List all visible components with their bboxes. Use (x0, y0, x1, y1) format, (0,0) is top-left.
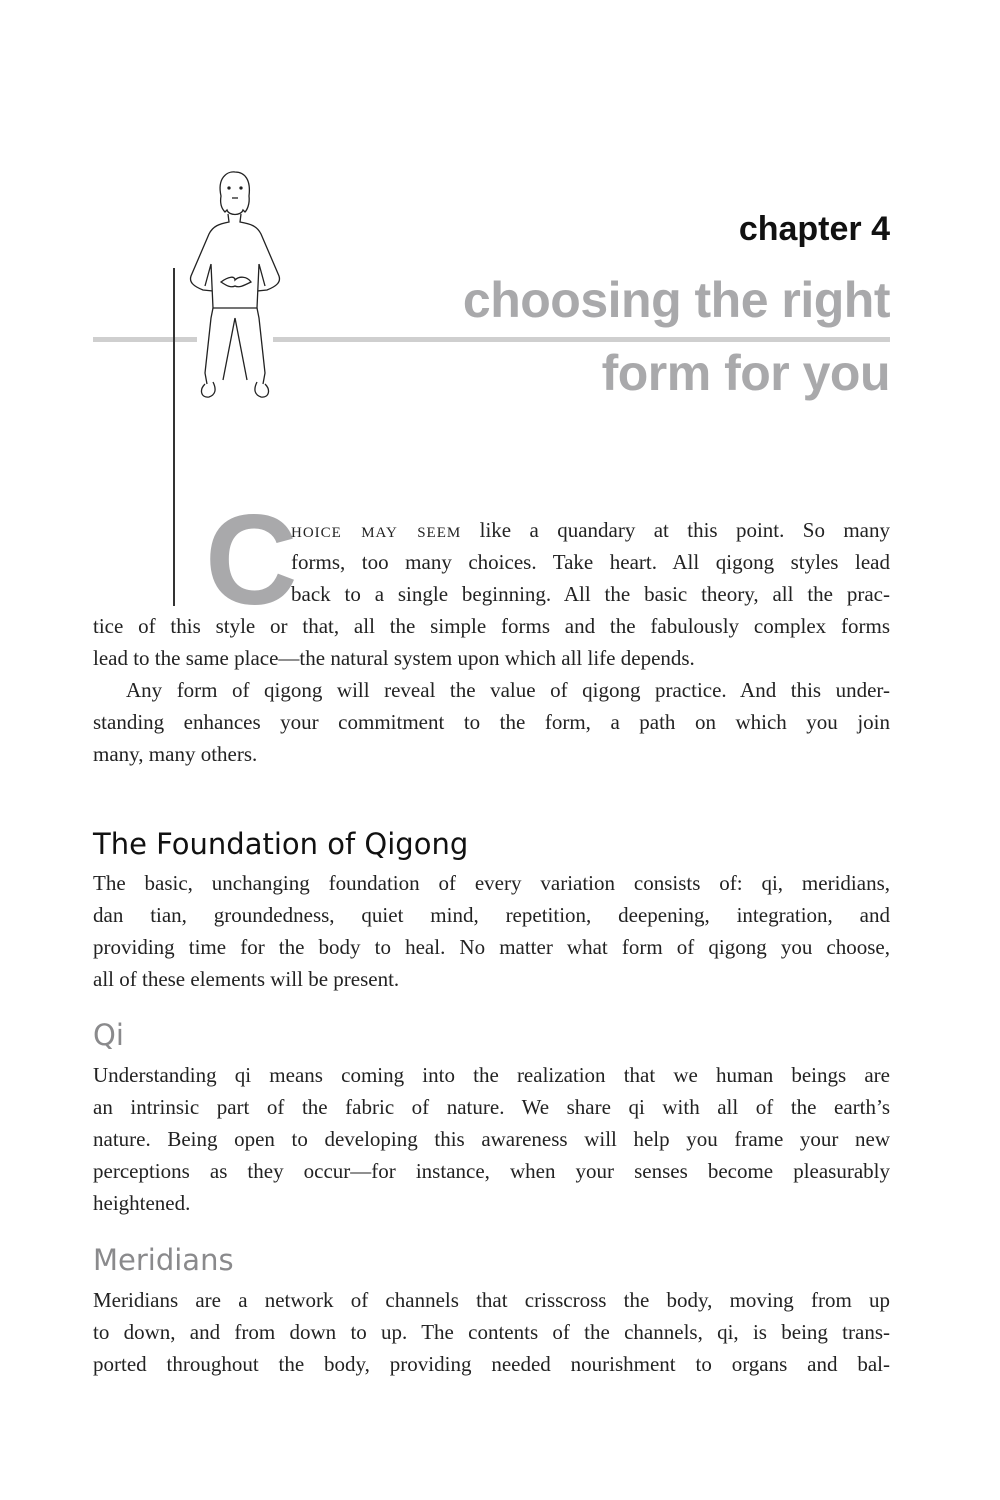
chapter-title-line-1: choosing the right (462, 272, 890, 328)
section-line: Understanding qi means coming into the realization that we human beings are (93, 1063, 890, 1087)
section-line: The basic, unchanging foundation of every variation consists of: qi, meridians, (93, 871, 890, 895)
standing-figure-illustration (183, 168, 287, 404)
section-line: heightened. (93, 1191, 191, 1215)
section-line: an intrinsic part of the fabric of nature. We share qi with all of the earth’s (93, 1095, 890, 1119)
section-line: dan tian, groundedness, quiet mind, repetition, deepening, integration, and (93, 903, 890, 927)
intro-line: lead to the same place—the natural system upon which all life depends. (93, 646, 695, 670)
intro-line: forms, too many choices. Take heart. All qigong styles lead (291, 550, 890, 574)
intro-p2-line: Any form of qigong will reveal the value of qigong practice. And this under- (126, 678, 890, 702)
section-line: all of these elements will be present. (93, 967, 400, 991)
section-heading-foundation: The Foundation of Qigong (93, 827, 469, 861)
section-line: Meridians are a network of channels that crisscross the body, moving from up (93, 1288, 890, 1312)
chapter-label: chapter 4 (738, 210, 890, 248)
section-line: perceptions as they occur—for instance, when your senses become pleasurably (93, 1159, 890, 1183)
section-line: providing time for the body to heal. No matter what form of qigong you choose, (93, 935, 890, 959)
section-line: nature. Being open to developing this awareness will help you frame your new (93, 1127, 890, 1151)
intro-p2-line: standing enhances your commitment to the form, a path on which you join (93, 710, 890, 734)
drop-cap: C (205, 489, 298, 632)
section-line: ported throughout the body, providing needed nourishment to organs and bal- (93, 1352, 890, 1376)
small-caps-lead: hoice may seem (291, 518, 462, 542)
intro-p2-line: many, many others. (93, 742, 258, 766)
chapter-title-line-2: form for you (601, 345, 890, 401)
intro-line-text: like a quandary at this point. So many (461, 518, 890, 542)
intro-line: tice of this style or that, all the simple forms and the fabulously complex forms (93, 614, 890, 638)
section-heading-qi: Qi (93, 1018, 124, 1052)
intro-line: back to a single beginning. All the basic theory, all the prac- (291, 582, 890, 606)
intro-line (291, 514, 890, 546)
section-heading-meridians: Meridians (93, 1243, 234, 1277)
section-line: to down, and from down to up. The contents of the channels, qi, is being trans- (93, 1320, 890, 1344)
vertical-rule (173, 268, 175, 606)
